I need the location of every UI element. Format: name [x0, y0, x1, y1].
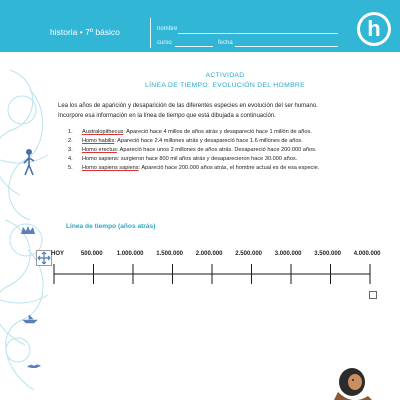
intro-line: Incorpore esa información en la línea de tiempo que está dibujada a continuación. — [58, 113, 276, 119]
resize-handle[interactable] — [369, 291, 377, 299]
date-label: fecha — [218, 40, 233, 46]
timeline-tick-label: 3.000.000 — [274, 251, 302, 257]
species-name: Australopithecus — [82, 129, 124, 135]
item-number: 5. — [68, 165, 73, 171]
item-number: 1. — [68, 129, 73, 135]
timeline-tick-label: 4.000.000 — [353, 251, 381, 257]
item-text: : Apareció hace 200.000 años atrás, el hombre actual es de esa especie. — [138, 165, 320, 171]
item-number: 3. — [68, 147, 73, 153]
grade-label: 7º básico — [85, 27, 120, 37]
timeline-title: Línea de tiempo (años atrás) — [66, 223, 156, 230]
intro-line: Lea los años de aparición y desaparición de las diferentes especies en evolución del ser humano. — [58, 103, 318, 109]
item-text: Homo sapiens: surgieron hace 800 mil años atrás y desaparecieron hace 30.000 años. — [82, 156, 298, 162]
species-name: Homo sapiens sapiens — [82, 165, 139, 171]
activity-subtitle: LÍNEA DE TIEMPO: EVOLUCIÓN DEL HOMBRE — [145, 82, 305, 89]
subject-label: historia — [50, 27, 78, 37]
timeline-tick-label: 500.000 — [80, 251, 103, 257]
item-number: 4. — [68, 156, 73, 162]
species-name: Homo habilis — [82, 138, 115, 144]
item-text: : Apareció hace 2.4 millones atrás y desapareció hace 1.6 millones de años. — [114, 138, 303, 144]
timeline-tick-label: 1.000.000 — [116, 251, 144, 257]
timeline-tick-label: 1.500.000 — [156, 251, 183, 257]
species-name: Homo erectus — [82, 147, 117, 153]
timeline-tick-label: 2.000.000 — [195, 251, 223, 257]
timeline-tick-label: HOY — [51, 251, 65, 257]
item-number: 2. — [68, 138, 73, 144]
logo-letter: h — [360, 15, 388, 43]
name-label: nombre — [157, 26, 178, 32]
caveman-illustration — [328, 362, 378, 400]
activity-title: ACTIVIDAD — [205, 72, 245, 79]
timeline-tick-label: 3.500.000 — [314, 251, 341, 257]
item-text: : Apareció hace unos 2 millones de años atrás. Desapareció hace 200.000 años. — [116, 147, 317, 153]
item-text: : Apareció hace 4 millos de años atrás y desapareció hace 1 millón de años. — [123, 129, 312, 135]
bullet-separator: • — [79, 27, 83, 37]
timeline-tick-label: 2.500.000 — [235, 251, 262, 257]
course-label: curso — [157, 40, 172, 46]
